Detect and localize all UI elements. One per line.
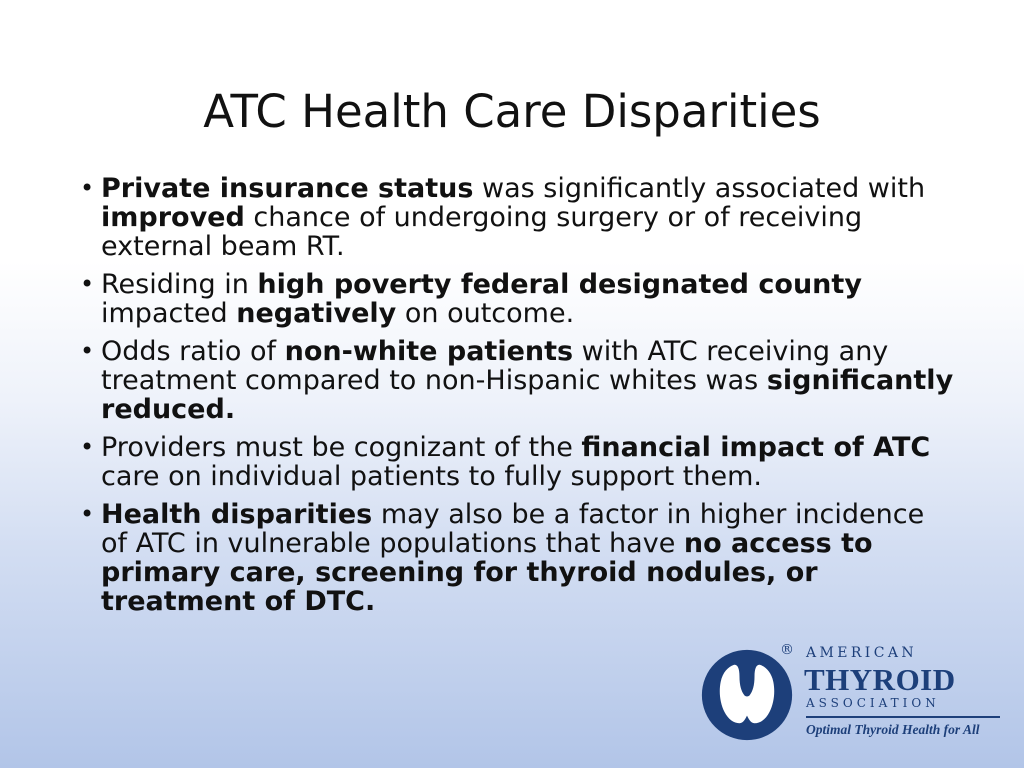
bullet-list bbox=[78, 174, 958, 625]
bullet-bold-text: financial impact of ATC bbox=[581, 432, 931, 463]
registered-mark: ® bbox=[780, 642, 794, 658]
logo-divider bbox=[806, 716, 1000, 718]
ata-logo bbox=[700, 642, 1006, 744]
bullet-text: may also be a factor in higher incidence of ATC in vulnerable populations that have bbox=[101, 499, 925, 559]
bullet-bold-text: no access to primary care, screening for thyroid nodules, or treatment of DTC. bbox=[101, 528, 873, 617]
bullet-item bbox=[78, 174, 958, 261]
bullet-item bbox=[78, 500, 958, 616]
bullet-text: care on individual patients to fully support them. bbox=[101, 461, 762, 492]
bullet-text: Providers must be cognizant of the bbox=[101, 432, 582, 463]
bullet-bold-text: non-white patients bbox=[284, 336, 574, 367]
bullet-text: Odds ratio of bbox=[101, 336, 285, 367]
bullet-text: with ATC receiving any treatment compared to non-Hispanic whites was bbox=[101, 336, 889, 396]
bullet-text: was significantly associated with bbox=[473, 173, 926, 204]
bullet-text: impacted bbox=[101, 298, 237, 329]
bullet-dot: • bbox=[80, 270, 95, 298]
logo-text-american: AMERICAN bbox=[806, 645, 918, 661]
logo-tagline: Optimal Thyroid Health for All bbox=[806, 722, 980, 737]
logo-text-thyroid: THYROID bbox=[804, 662, 956, 697]
bullet-dot: • bbox=[80, 500, 95, 528]
bullet-dot: • bbox=[80, 337, 95, 365]
bullet-item bbox=[78, 337, 958, 424]
bullet-bold-text: Health disparities bbox=[101, 499, 373, 530]
slide-title: ATC Health Care Disparities bbox=[203, 85, 821, 138]
bullet-text: on outcome. bbox=[396, 298, 575, 329]
logo-text-association: ASSOCIATION bbox=[806, 696, 940, 710]
bullet-bold-text: improved bbox=[101, 202, 245, 233]
bullet-dot: • bbox=[80, 174, 95, 202]
bullet-bold-text: significantly reduced. bbox=[101, 365, 954, 425]
thyroid-emblem-icon bbox=[700, 648, 794, 742]
bullet-text: Residing in bbox=[101, 269, 258, 300]
bullet-bold-text: high poverty federal designated county bbox=[257, 269, 862, 300]
bullet-bold-text: negatively bbox=[236, 298, 397, 329]
bullet-text: chance of undergoing surgery or of receiving external beam RT. bbox=[101, 202, 863, 262]
bullet-item bbox=[78, 433, 958, 491]
bullet-bold-text: Private insurance status bbox=[101, 173, 474, 204]
bullet-item bbox=[78, 270, 958, 328]
bullet-dot: • bbox=[80, 433, 95, 461]
